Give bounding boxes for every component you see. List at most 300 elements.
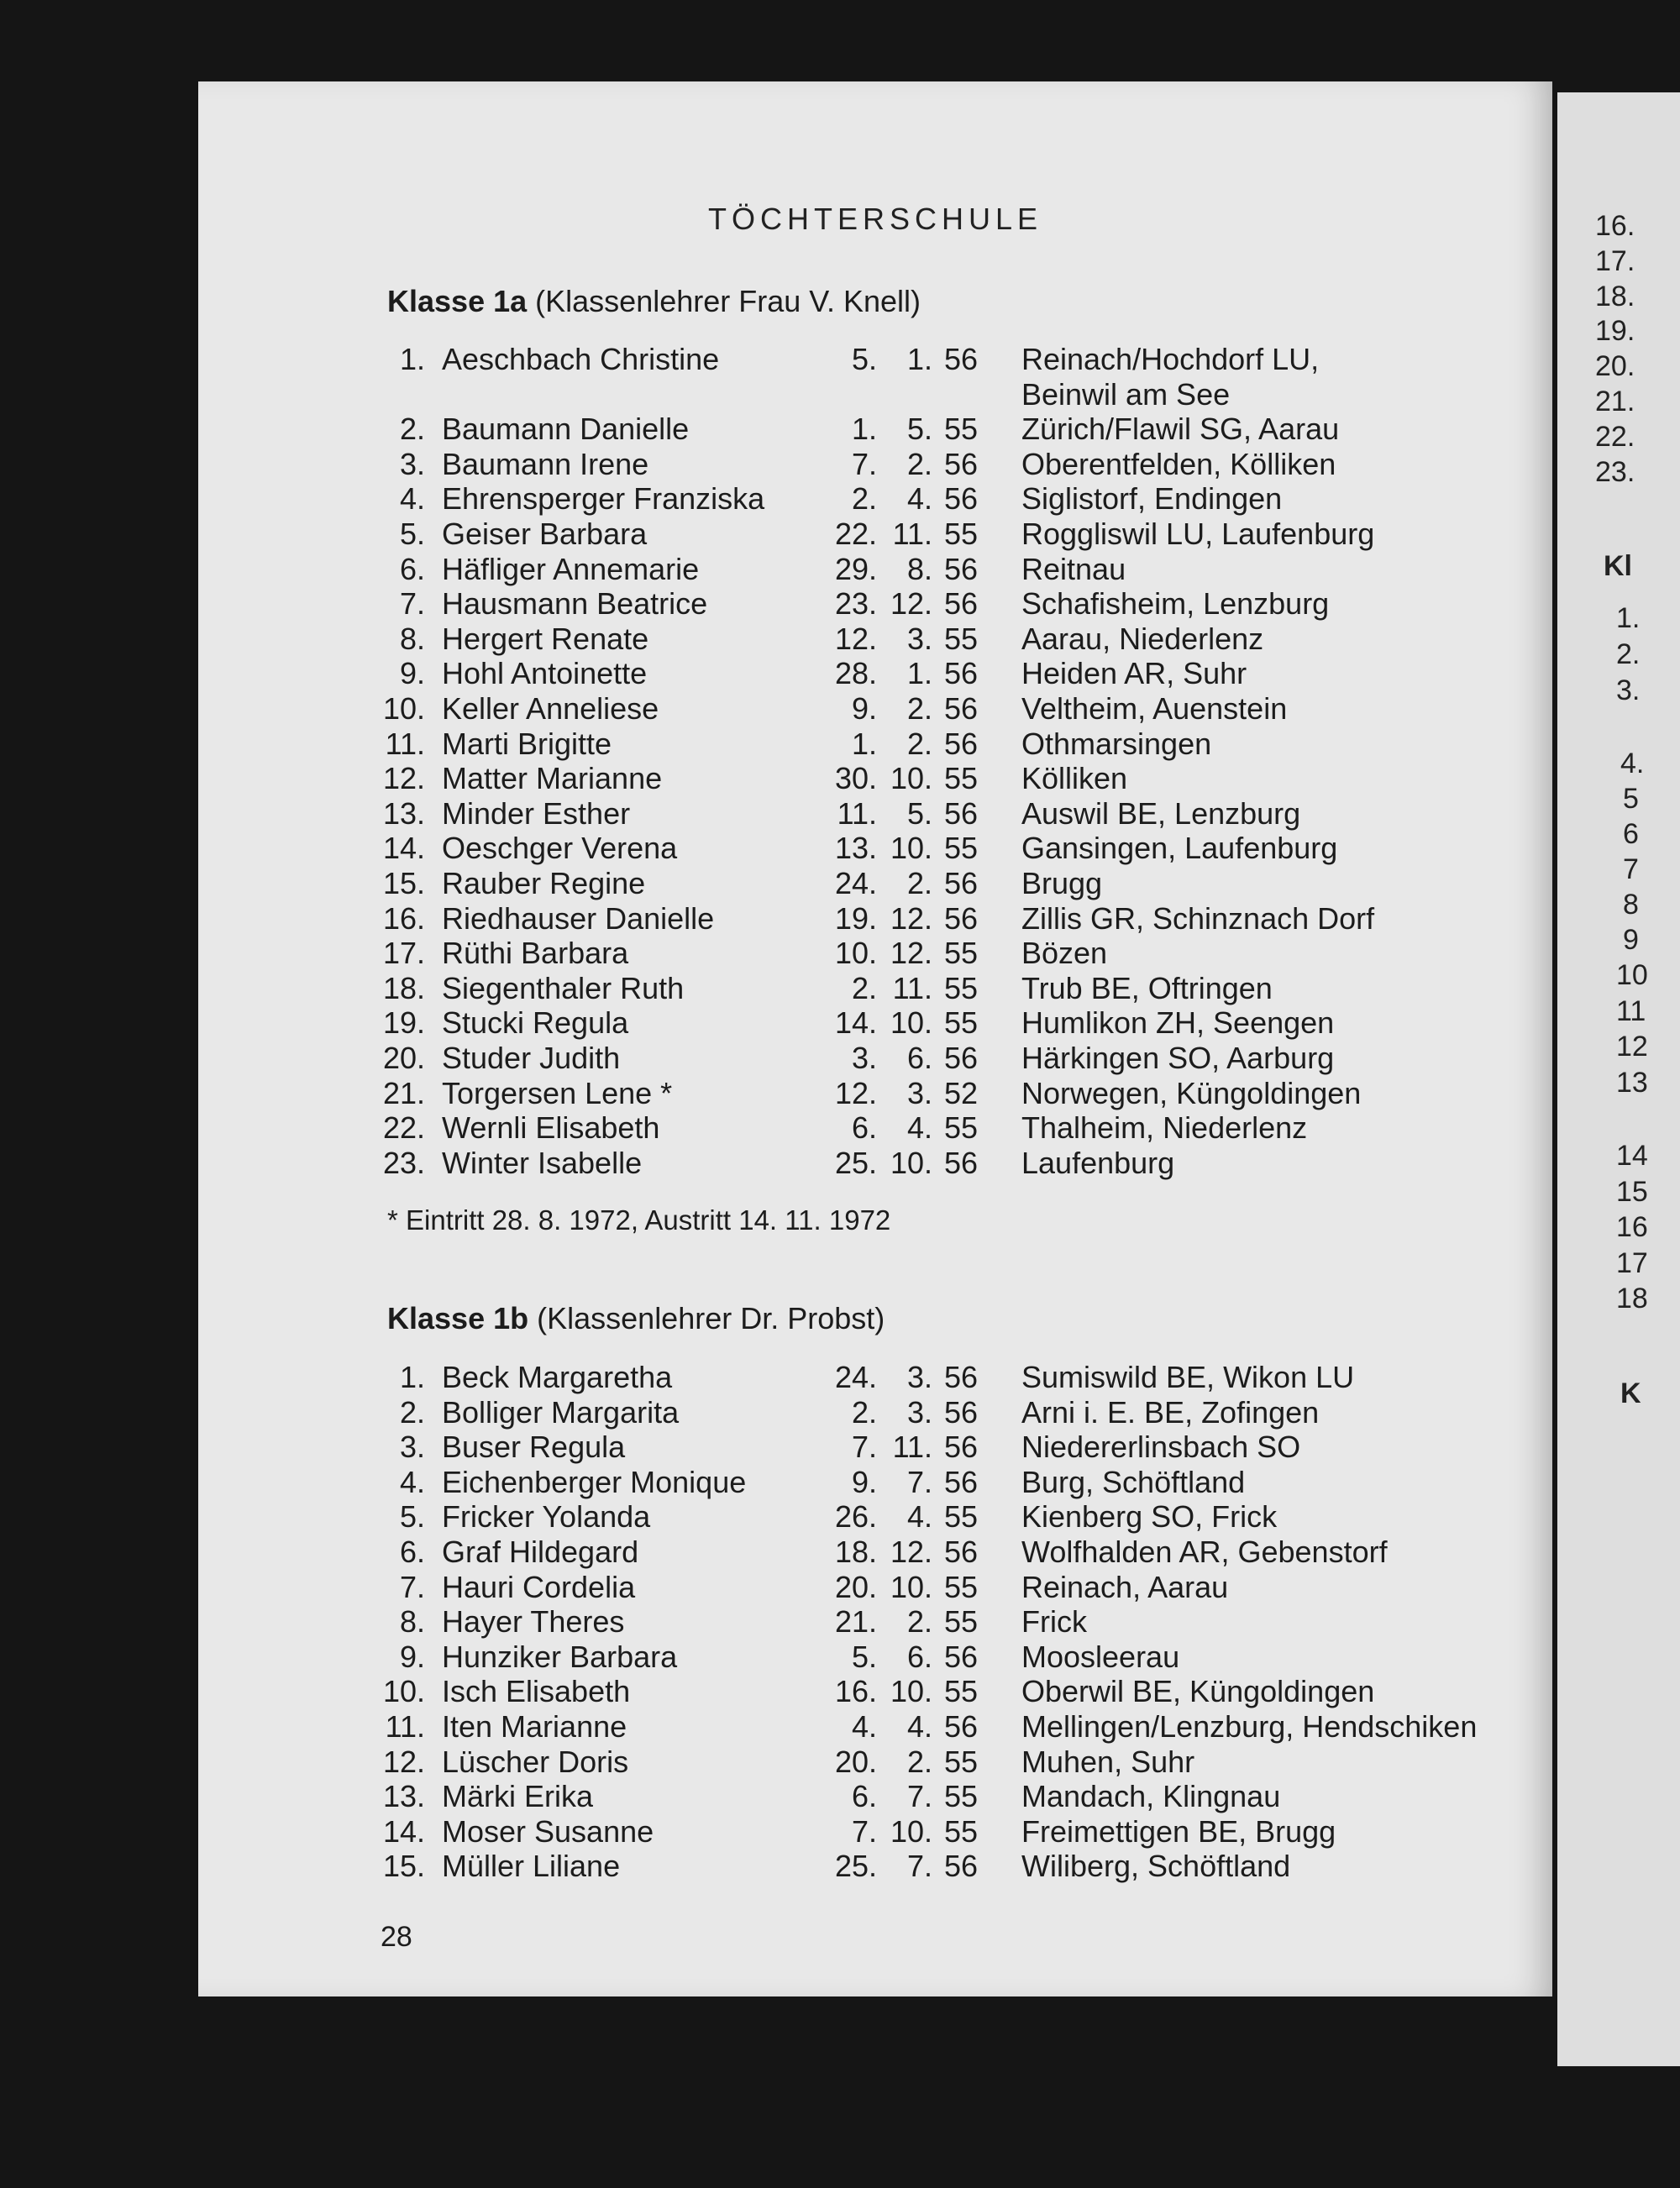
home-place: Schafisheim, Lenzburg (1021, 586, 1330, 622)
home-place: Gansingen, Laufenburg (1021, 831, 1338, 866)
table-row (198, 866, 1552, 901)
student-name: Winter Isabelle (442, 1145, 643, 1180)
student-name: Marti Brigitte (442, 726, 612, 761)
table-row (198, 412, 1552, 447)
adjacent-page-fragment: K (1620, 1377, 1641, 1409)
page-header: TÖCHTERSCHULE (707, 202, 1043, 236)
birth-day: 23. (834, 586, 877, 622)
birth-month: 2. (906, 446, 932, 481)
home-place: Brugg (1021, 866, 1103, 900)
student-name: Hunziker Barbara (442, 1639, 678, 1674)
birth-month: 4. (906, 1110, 932, 1146)
birth-day: 25. (834, 1145, 877, 1180)
home-place: Kienberg SO, Frick (1021, 1499, 1278, 1535)
row-number: 11. (385, 1709, 425, 1744)
birth-month: 10. (890, 1569, 932, 1604)
birth-month: 4. (906, 481, 932, 517)
row-number: 13. (382, 795, 425, 831)
student-name: Rüthi Barbara (442, 936, 629, 971)
home-place: Muhen, Suhr (1021, 1744, 1195, 1779)
row-number: 2. (399, 1394, 425, 1430)
birth-day: 25. (834, 1849, 877, 1884)
birth-month: 12. (890, 900, 932, 936)
birth-day: 29. (834, 551, 877, 586)
table-row (198, 727, 1552, 762)
home-place: Härkingen SO, Aarburg (1021, 1041, 1335, 1075)
row-number: 15. (382, 1849, 425, 1884)
birth-day: 7. (851, 1430, 877, 1465)
adjacent-page-fragment: 21. (1595, 386, 1635, 417)
birth-year: 55 (943, 936, 978, 971)
birth-day: 14. (834, 1005, 877, 1041)
birth-day: 6. (851, 1779, 877, 1814)
home-place: Roggliswil LU, Laufenburg (1021, 517, 1375, 551)
birth-month: 12. (890, 936, 932, 971)
birth-month: 5. (906, 795, 932, 831)
birth-year: 56 (943, 551, 978, 586)
student-name: Hausmann Beatrice (442, 586, 708, 622)
adjacent-page-fragment: 13 (1616, 1067, 1648, 1099)
adjacent-page-fragment: 23. (1595, 456, 1635, 488)
birth-month: 2. (906, 726, 932, 761)
adjacent-page-fragment: 3. (1616, 674, 1641, 706)
home-place: Kölliken (1021, 761, 1128, 796)
table-row (198, 1814, 1552, 1850)
home-place: Mandach, Klingnau (1021, 1779, 1281, 1814)
row-number: 16. (382, 900, 425, 936)
table-row (198, 971, 1552, 1006)
home-place: Veltheim, Auenstein (1021, 691, 1288, 726)
student-name: Riedhauser Danielle (442, 900, 715, 936)
birth-day: 13. (834, 831, 877, 866)
adjacent-page-fragment: 18. (1595, 281, 1635, 312)
birth-day: 5. (851, 342, 877, 376)
student-name: Bolliger Margarita (442, 1394, 680, 1430)
birth-year: 56 (943, 1535, 978, 1569)
table-row (198, 1465, 1552, 1500)
home-place: Zürich/Flawil SG, Aarau (1021, 412, 1340, 447)
birth-day: 16. (834, 1674, 877, 1709)
student-name: Baumann Danielle (442, 412, 690, 447)
birth-year: 55 (943, 1110, 978, 1146)
home-place: Wolfhalden AR, Gebenstorf (1021, 1535, 1388, 1569)
adjacent-page-fragment: 10 (1616, 959, 1648, 991)
table-row (198, 481, 1552, 517)
home-place: Norwegen, Küngoldingen (1021, 1075, 1362, 1110)
adjacent-page-fragment: 8 (1623, 889, 1639, 921)
birth-day: 3. (851, 1041, 877, 1075)
birth-year: 55 (943, 761, 978, 796)
birth-month: 2. (906, 1744, 932, 1779)
home-place: Heiden AR, Suhr (1021, 656, 1247, 691)
row-number: 7. (399, 1569, 425, 1604)
birth-year: 56 (943, 1394, 978, 1430)
birth-day: 20. (834, 1569, 877, 1604)
birth-day: 30. (834, 761, 877, 796)
birth-month: 6. (906, 1041, 932, 1075)
table-row (198, 622, 1552, 657)
birth-month: 3. (906, 1075, 932, 1110)
page-number: 28 (381, 1921, 412, 1953)
adjacent-page-fragment: 11 (1616, 995, 1646, 1027)
adjacent-page-fragment: 15 (1616, 1176, 1648, 1208)
birth-day: 7. (851, 1813, 877, 1849)
adjacent-page-edge (1557, 92, 1680, 2066)
birth-month: 2. (906, 691, 932, 726)
adjacent-page-fragment: 7 (1623, 853, 1639, 885)
adjacent-page-fragment: 17. (1595, 245, 1635, 277)
birth-year: 56 (943, 1041, 978, 1075)
student-name: Hauri Cordelia (442, 1569, 636, 1604)
row-number: 1. (399, 1360, 425, 1394)
home-place: Aarau, Niederlenz (1021, 621, 1264, 656)
row-number: 10. (382, 1674, 425, 1709)
home-place: Bözen (1021, 936, 1108, 971)
birth-year: 55 (943, 1744, 978, 1779)
birth-month: 11. (892, 1430, 932, 1465)
birth-day: 24. (834, 866, 877, 900)
home-place: Siglistorf, Endingen (1021, 481, 1283, 517)
birth-year: 52 (943, 1075, 978, 1110)
adjacent-page-fragment: Kl (1604, 550, 1632, 582)
birth-month: 3. (906, 1360, 932, 1394)
birth-year: 56 (943, 726, 978, 761)
student-name: Studer Judith (442, 1041, 621, 1075)
home-place-continued: Beinwil am See (1021, 376, 1231, 412)
birth-month: 11. (892, 517, 932, 551)
table-row (198, 1041, 1552, 1076)
table-row (198, 691, 1552, 727)
birth-day: 10. (834, 936, 877, 971)
home-place: Zillis GR, Schinznach Dorf (1021, 900, 1375, 936)
student-name: Rauber Regine (442, 866, 646, 900)
table-row (198, 1535, 1552, 1570)
birth-day: 12. (834, 1075, 877, 1110)
birth-month: 2. (906, 1604, 932, 1640)
birth-month: 2. (906, 866, 932, 900)
adjacent-page-fragment: 2. (1616, 638, 1641, 670)
adjacent-page-fragment: 17 (1616, 1247, 1648, 1279)
birth-year: 55 (943, 1604, 978, 1640)
birth-month: 5. (906, 412, 932, 447)
footnote: * Eintritt 28. 8. 1972, Austritt 14. 11. 1972 (387, 1204, 891, 1236)
student-name: Beck Margaretha (442, 1360, 673, 1394)
class-1a-teacher: (Klassenlehrer Frau V. Knell) (535, 284, 921, 318)
class-1a-title (387, 284, 921, 319)
table-row (198, 1709, 1552, 1745)
student-name: Moser Susanne (442, 1813, 654, 1849)
student-name: Oeschger Verena (442, 831, 678, 866)
class-1b-title (387, 1301, 885, 1336)
table-row-continuation (198, 377, 1552, 412)
birth-year: 56 (943, 1145, 978, 1180)
birth-year: 55 (943, 1674, 978, 1709)
birth-year: 56 (943, 866, 978, 900)
class-1a-label: Klasse 1a (387, 284, 528, 318)
student-name: Graf Hildegard (442, 1535, 639, 1569)
birth-day: 12. (834, 621, 877, 656)
birth-year: 56 (943, 586, 978, 622)
home-place: Niedererlinsbach SO (1021, 1430, 1301, 1465)
class-1b-label: Klasse 1b (387, 1301, 529, 1335)
birth-day: 4. (851, 1709, 877, 1744)
student-name: Minder Esther (442, 795, 631, 831)
adjacent-page-fragment: 5 (1623, 783, 1639, 815)
birth-year: 56 (943, 1360, 978, 1394)
birth-day: 19. (834, 900, 877, 936)
student-name: Buser Regula (442, 1430, 626, 1465)
row-number: 5. (399, 1499, 425, 1535)
birth-day: 2. (851, 1394, 877, 1430)
student-name: Matter Marianne (442, 761, 663, 796)
table-row (198, 1005, 1552, 1041)
table-row (198, 517, 1552, 552)
birth-year: 56 (943, 481, 978, 517)
adjacent-page-fragment: 22. (1595, 421, 1635, 453)
birth-month: 10. (890, 1005, 932, 1041)
student-name: Torgersen Lene * (442, 1075, 673, 1110)
birth-month: 11. (892, 970, 932, 1005)
student-name: Wernli Elisabeth (442, 1110, 660, 1146)
home-place: Auswil BE, Lenzburg (1021, 795, 1301, 831)
birth-year: 56 (943, 656, 978, 691)
birth-year: 56 (943, 1849, 978, 1884)
document-page (198, 81, 1552, 1996)
table-row (198, 1640, 1552, 1675)
row-number: 1. (399, 342, 425, 376)
birth-month: 12. (890, 1535, 932, 1569)
adjacent-page-fragment: 16 (1616, 1211, 1648, 1243)
row-number: 11. (385, 726, 425, 761)
row-number: 6. (399, 1535, 425, 1569)
table-row (198, 1146, 1552, 1181)
adjacent-page-fragment: 9 (1623, 924, 1639, 956)
row-number: 7. (399, 586, 425, 622)
table-row (198, 1674, 1552, 1709)
birth-month: 10. (890, 761, 932, 796)
home-place: Humlikon ZH, Seengen (1021, 1005, 1335, 1041)
birth-year: 56 (943, 1639, 978, 1674)
student-name: Märki Erika (442, 1779, 594, 1814)
birth-year: 55 (943, 621, 978, 656)
table-row (198, 1395, 1552, 1430)
table-row (198, 1360, 1552, 1395)
row-number: 12. (382, 1744, 425, 1779)
birth-year: 55 (943, 412, 978, 447)
home-place: Oberentfelden, Kölliken (1021, 446, 1336, 481)
home-place: Arni i. E. BE, Zofingen (1021, 1394, 1320, 1430)
table-row (198, 936, 1552, 971)
home-place: Trub BE, Oftringen (1021, 970, 1273, 1005)
birth-day: 22. (834, 517, 877, 551)
birth-month: 10. (890, 1674, 932, 1709)
home-place: Freimettigen BE, Brugg (1021, 1813, 1336, 1849)
row-number: 19. (382, 1005, 425, 1041)
row-number: 4. (399, 1464, 425, 1499)
table-row (198, 447, 1552, 482)
birth-year: 56 (943, 795, 978, 831)
birth-month: 1. (906, 656, 932, 691)
birth-day: 7. (851, 446, 877, 481)
row-number: 9. (399, 656, 425, 691)
birth-day: 26. (834, 1499, 877, 1535)
row-number: 23. (382, 1145, 425, 1180)
student-name: Keller Anneliese (442, 691, 659, 726)
row-number: 3. (399, 1430, 425, 1465)
table-row (198, 1076, 1552, 1111)
table-row (198, 586, 1552, 622)
row-number: 8. (399, 621, 425, 656)
table-row (198, 1499, 1552, 1535)
class-1b-teacher: (Klassenlehrer Dr. Probst) (537, 1301, 885, 1335)
birth-year: 56 (943, 342, 978, 376)
birth-month: 3. (906, 1394, 932, 1430)
adjacent-page-fragment: 19. (1595, 315, 1635, 347)
birth-year: 55 (943, 1005, 978, 1041)
home-place: Othmarsingen (1021, 726, 1212, 761)
row-number: 21. (382, 1075, 425, 1110)
birth-month: 7. (906, 1849, 932, 1884)
birth-day: 28. (834, 656, 877, 691)
home-place: Reinach/Hochdorf LU, (1021, 342, 1320, 376)
student-name: Fricker Yolanda (442, 1499, 651, 1535)
row-number: 8. (399, 1604, 425, 1640)
birth-day: 24. (834, 1360, 877, 1394)
student-name: Isch Elisabeth (442, 1674, 631, 1709)
adjacent-page-fragment: 1. (1616, 602, 1641, 634)
birth-year: 56 (943, 900, 978, 936)
birth-month: 10. (890, 1145, 932, 1180)
table-row (198, 656, 1552, 691)
student-name: Hohl Antoinette (442, 656, 648, 691)
adjacent-page-fragment: 18 (1616, 1283, 1648, 1314)
birth-month: 7. (906, 1464, 932, 1499)
row-number: 10. (382, 691, 425, 726)
table-row (198, 1779, 1552, 1814)
birth-day: 11. (837, 795, 877, 831)
adjacent-page-fragment: 4. (1620, 748, 1645, 779)
home-place: Thalheim, Niederlenz (1021, 1110, 1308, 1146)
birth-year: 56 (943, 691, 978, 726)
table-row (198, 1430, 1552, 1465)
birth-year: 55 (943, 831, 978, 866)
row-number: 5. (399, 517, 425, 551)
birth-year: 55 (943, 1499, 978, 1535)
birth-day: 18. (834, 1535, 877, 1569)
birth-month: 4. (906, 1709, 932, 1744)
row-number: 3. (399, 446, 425, 481)
row-number: 13. (382, 1779, 425, 1814)
birth-month: 6. (906, 1639, 932, 1674)
table-row (198, 761, 1552, 796)
birth-year: 55 (943, 1779, 978, 1814)
table-row (198, 1604, 1552, 1640)
birth-month: 8. (906, 551, 932, 586)
birth-year: 55 (943, 517, 978, 551)
adjacent-page-fragment: 6 (1623, 818, 1639, 850)
birth-month: 10. (890, 1813, 932, 1849)
table-row (198, 1745, 1552, 1780)
table-row (198, 796, 1552, 832)
home-place: Sumiswild BE, Wikon LU (1021, 1360, 1355, 1394)
student-name: Ehrensperger Franziska (442, 481, 765, 517)
birth-day: 1. (851, 412, 877, 447)
birth-day: 2. (851, 970, 877, 1005)
student-name: Müller Liliane (442, 1849, 621, 1884)
birth-year: 56 (943, 1709, 978, 1744)
birth-month: 10. (890, 831, 932, 866)
row-number: 12. (382, 761, 425, 796)
student-name: Iten Marianne (442, 1709, 627, 1744)
student-name: Stucki Regula (442, 1005, 629, 1041)
table-row (198, 831, 1552, 866)
birth-year: 56 (943, 1464, 978, 1499)
table-row (198, 552, 1552, 587)
home-place: Laufenburg (1021, 1145, 1175, 1180)
birth-day: 2. (851, 481, 877, 517)
birth-day: 9. (851, 1464, 877, 1499)
row-number: 6. (399, 551, 425, 586)
table-row (198, 1110, 1552, 1146)
table-row (198, 1849, 1552, 1884)
student-name: Baumann Irene (442, 446, 649, 481)
birth-day: 21. (834, 1604, 877, 1640)
home-place: Frick (1021, 1604, 1087, 1640)
row-number: 17. (382, 936, 425, 971)
birth-year: 55 (943, 1569, 978, 1604)
student-name: Geiser Barbara (442, 517, 648, 551)
adjacent-page-fragment: 12 (1616, 1031, 1648, 1063)
birth-day: 9. (851, 691, 877, 726)
row-number: 15. (382, 866, 425, 900)
birth-year: 56 (943, 1430, 978, 1465)
row-number: 4. (399, 481, 425, 517)
row-number: 9. (399, 1639, 425, 1674)
birth-month: 1. (906, 342, 932, 376)
birth-day: 6. (851, 1110, 877, 1146)
table-row (198, 1570, 1552, 1605)
student-name: Eichenberger Monique (442, 1464, 747, 1499)
student-name: Häfliger Annemarie (442, 551, 700, 586)
home-place: Reitnau (1021, 551, 1126, 586)
home-place: Burg, Schöftland (1021, 1464, 1246, 1499)
student-name: Aeschbach Christine (442, 342, 720, 376)
birth-day: 5. (851, 1639, 877, 1674)
table-row (198, 342, 1552, 377)
birth-day: 20. (834, 1744, 877, 1779)
student-name: Lüscher Doris (442, 1744, 629, 1779)
home-place: Reinach, Aarau (1021, 1569, 1229, 1604)
row-number: 14. (382, 1813, 425, 1849)
home-place: Mellingen/Lenzburg, Hendschiken (1021, 1709, 1478, 1744)
student-name: Siegenthaler Ruth (442, 970, 685, 1005)
birth-day: 1. (851, 726, 877, 761)
home-place: Moosleerau (1021, 1639, 1180, 1674)
table-row (198, 901, 1552, 937)
row-number: 14. (382, 831, 425, 866)
adjacent-page-fragment: 16. (1595, 210, 1635, 242)
birth-month: 12. (890, 586, 932, 622)
birth-month: 3. (906, 621, 932, 656)
birth-month: 7. (906, 1779, 932, 1814)
birth-month: 4. (906, 1499, 932, 1535)
student-name: Hergert Renate (442, 621, 649, 656)
adjacent-page-fragment: 14 (1616, 1140, 1648, 1172)
birth-year: 55 (943, 970, 978, 1005)
home-place: Oberwil BE, Küngoldingen (1021, 1674, 1375, 1709)
birth-year: 55 (943, 1813, 978, 1849)
student-name: Hayer Theres (442, 1604, 625, 1640)
